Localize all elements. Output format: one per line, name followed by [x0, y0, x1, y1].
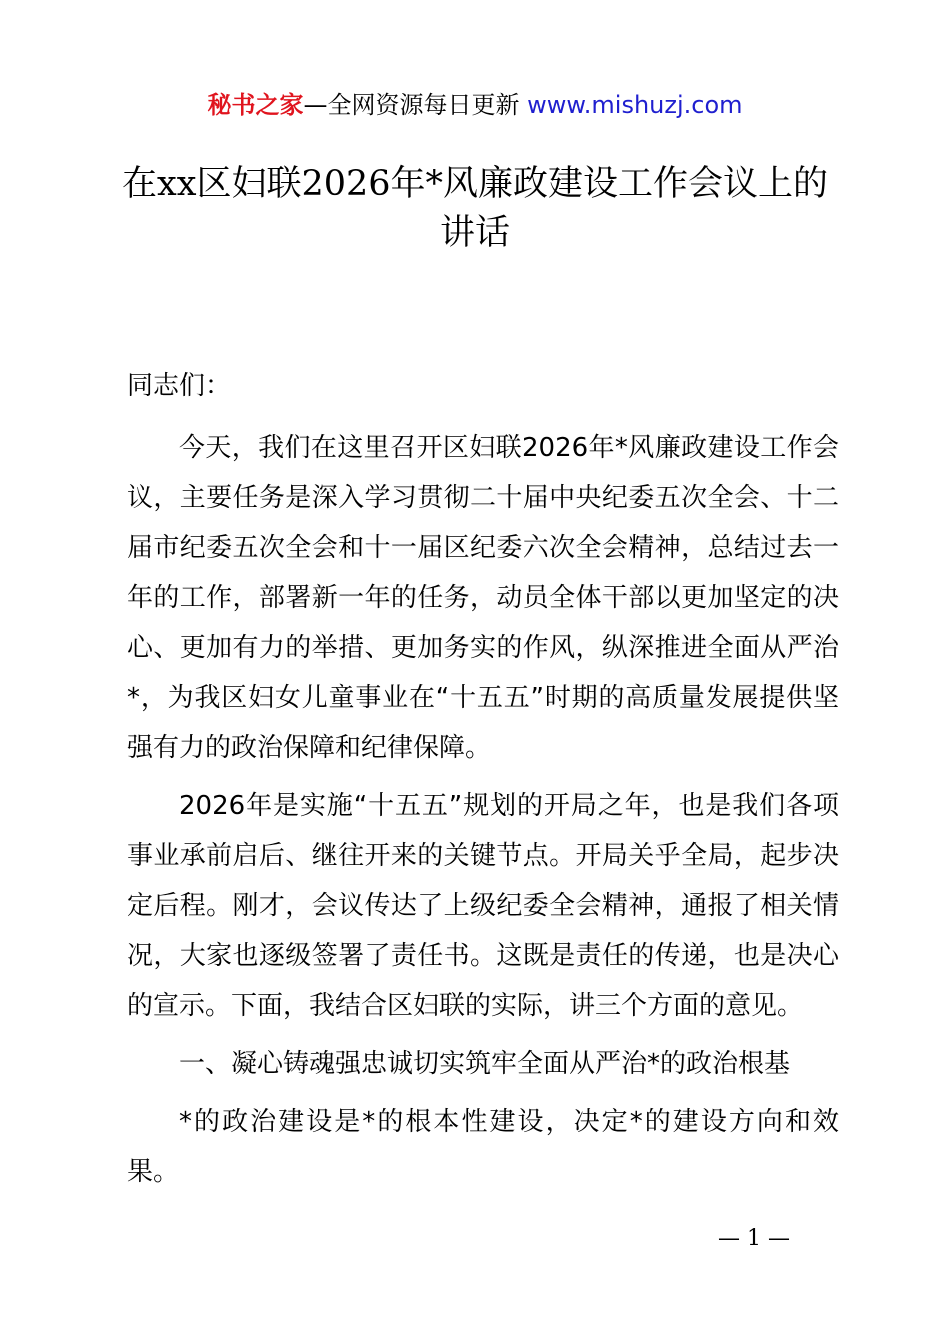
section-paragraph-1: *的政治建设是*的根本性建设，决定*的建设方向和效果。	[127, 1107, 839, 1187]
body-paragraph-2: 2026年是实施“十五五”规划的开局之年，也是我们各项事业承前启后、继往开来的关键节点。开局关乎全局，起步决定后程。刚才，会议传达了上级纪委全会精神，通报了相关情况，大家也逐级签署了责任书。这既是责任的传递，也是决心的宣示。下面，我结合区妇联的实际，讲三个方面的意见。	[127, 791, 839, 1021]
salutation: 同志们：	[127, 371, 232, 401]
site-url: www.mishuzj.com	[527, 91, 743, 119]
brand-slogan: —全网资源每日更新	[303, 91, 528, 119]
section-heading-1: 一、凝心铸魂强忠诚切实筑牢全面从严治*的政治根基	[179, 1049, 791, 1079]
page-number: — 1 —	[718, 1226, 790, 1251]
document-title: 在xx区妇联2026年*风廉政建设工作会议上的讲话	[121, 164, 829, 253]
body-paragraph-1: 今天，我们在这里召开区妇联2026年*风廉政建设工作会议，主要任务是深入学习贯彻二十届中央纪委五次全会、十二届市纪委五次全会和十一届区纪委六次全会精神，总结过去一年的工作，部署新一年的任务，动员全体干部以更加坚定的决心、更加有力的举措、更加务实的作风，纵深推进全面从严治*，为我区妇女儿童事业在“十五五”时期的高质量发展提供坚强有力的政治保障和纪律保障。	[127, 433, 839, 763]
brand-name: 秘书之家	[207, 91, 304, 119]
site-watermark-header	[0, 88, 950, 122]
document-body	[127, 361, 839, 1205]
